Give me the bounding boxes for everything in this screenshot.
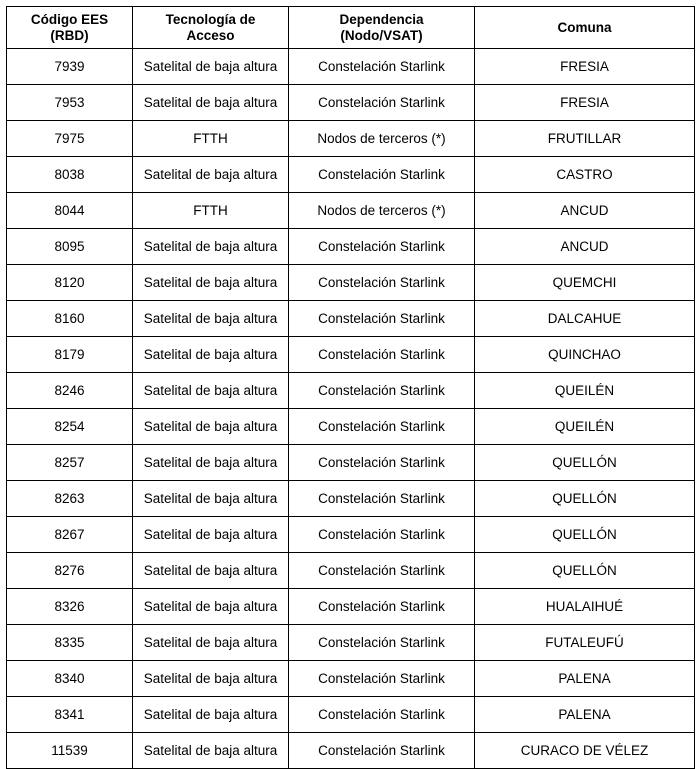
cell-comuna: QUEMCHI: [475, 265, 695, 301]
column-header-rbd: [7, 7, 133, 49]
table-header: [7, 7, 695, 49]
cell-comuna: QUELLÓN: [475, 517, 695, 553]
cell-tecnologia: Satelital de baja altura: [133, 517, 289, 553]
table-row: [7, 157, 695, 193]
establishments-table: [6, 6, 695, 769]
table-header-row: [7, 7, 695, 49]
cell-tecnologia: Satelital de baja altura: [133, 553, 289, 589]
table-row: [7, 409, 695, 445]
cell-comuna: HUALAIHUÉ: [475, 589, 695, 625]
column-header-dependencia-line1: Dependencia: [339, 12, 424, 27]
cell-comuna: CURACO DE VÉLEZ: [475, 733, 695, 769]
cell-comuna: DALCAHUE: [475, 301, 695, 337]
cell-rbd: 8120: [7, 265, 133, 301]
column-header-tecnologia-line1: Tecnología de: [165, 12, 256, 27]
cell-rbd: 7975: [7, 121, 133, 157]
cell-rbd: 11539: [7, 733, 133, 769]
cell-dependencia: Nodos de terceros (*): [289, 121, 475, 157]
table-row: [7, 301, 695, 337]
cell-rbd: 8257: [7, 445, 133, 481]
table-row: [7, 697, 695, 733]
cell-rbd: 7939: [7, 49, 133, 85]
cell-dependencia: Constelación Starlink: [289, 85, 475, 121]
cell-rbd: 8341: [7, 697, 133, 733]
cell-tecnologia: FTTH: [133, 121, 289, 157]
cell-rbd: 8254: [7, 409, 133, 445]
cell-comuna: FRESIA: [475, 49, 695, 85]
cell-dependencia: Constelación Starlink: [289, 589, 475, 625]
cell-comuna: CASTRO: [475, 157, 695, 193]
cell-dependencia: Constelación Starlink: [289, 157, 475, 193]
cell-comuna: FUTALEUFÚ: [475, 625, 695, 661]
cell-rbd: 8038: [7, 157, 133, 193]
table-row: [7, 589, 695, 625]
cell-rbd: 8044: [7, 193, 133, 229]
cell-dependencia: Constelación Starlink: [289, 229, 475, 265]
table-row: [7, 49, 695, 85]
table-row: [7, 445, 695, 481]
table-row: [7, 229, 695, 265]
table-row: [7, 625, 695, 661]
cell-dependencia: Constelación Starlink: [289, 409, 475, 445]
cell-dependencia: Constelación Starlink: [289, 49, 475, 85]
column-header-dependencia: [289, 7, 475, 49]
table-body: [7, 49, 695, 769]
cell-rbd: 8276: [7, 553, 133, 589]
column-header-rbd-line2: (RBD): [50, 27, 89, 43]
cell-dependencia: Constelación Starlink: [289, 373, 475, 409]
cell-tecnologia: Satelital de baja altura: [133, 373, 289, 409]
table-row: [7, 85, 695, 121]
cell-tecnologia: Satelital de baja altura: [133, 409, 289, 445]
cell-tecnologia: Satelital de baja altura: [133, 157, 289, 193]
cell-comuna: QUEILÉN: [475, 409, 695, 445]
cell-tecnologia: Satelital de baja altura: [133, 49, 289, 85]
cell-comuna: FRUTILLAR: [475, 121, 695, 157]
cell-comuna: QUEILÉN: [475, 373, 695, 409]
cell-tecnologia: Satelital de baja altura: [133, 301, 289, 337]
cell-tecnologia: Satelital de baja altura: [133, 337, 289, 373]
cell-tecnologia: FTTH: [133, 193, 289, 229]
cell-tecnologia: Satelital de baja altura: [133, 697, 289, 733]
cell-tecnologia: Satelital de baja altura: [133, 733, 289, 769]
cell-rbd: 8263: [7, 481, 133, 517]
cell-dependencia: Constelación Starlink: [289, 661, 475, 697]
cell-tecnologia: Satelital de baja altura: [133, 85, 289, 121]
cell-rbd: 8160: [7, 301, 133, 337]
cell-tecnologia: Satelital de baja altura: [133, 265, 289, 301]
table-row: [7, 481, 695, 517]
column-header-dependencia-line2: (Nodo/VSAT): [340, 27, 423, 43]
cell-tecnologia: Satelital de baja altura: [133, 445, 289, 481]
cell-rbd: 8179: [7, 337, 133, 373]
cell-tecnologia: Satelital de baja altura: [133, 229, 289, 265]
table-row: [7, 337, 695, 373]
cell-dependencia: Constelación Starlink: [289, 265, 475, 301]
cell-rbd: 8246: [7, 373, 133, 409]
cell-tecnologia: Satelital de baja altura: [133, 661, 289, 697]
cell-comuna: ANCUD: [475, 229, 695, 265]
cell-dependencia: Nodos de terceros (*): [289, 193, 475, 229]
cell-dependencia: Constelación Starlink: [289, 481, 475, 517]
column-header-comuna: Comuna: [475, 7, 695, 49]
cell-tecnologia: Satelital de baja altura: [133, 481, 289, 517]
cell-dependencia: Constelación Starlink: [289, 517, 475, 553]
table-row: [7, 517, 695, 553]
cell-rbd: 8095: [7, 229, 133, 265]
cell-comuna: QUELLÓN: [475, 553, 695, 589]
cell-comuna: FRESIA: [475, 85, 695, 121]
column-header-rbd-line1: Código EES: [30, 12, 109, 27]
cell-comuna: QUELLÓN: [475, 481, 695, 517]
cell-comuna: ANCUD: [475, 193, 695, 229]
column-header-tecnologia: [133, 7, 289, 49]
cell-dependencia: Constelación Starlink: [289, 733, 475, 769]
cell-tecnologia: Satelital de baja altura: [133, 589, 289, 625]
cell-dependencia: Constelación Starlink: [289, 625, 475, 661]
cell-rbd: 8326: [7, 589, 133, 625]
cell-rbd: 7953: [7, 85, 133, 121]
cell-dependencia: Constelación Starlink: [289, 553, 475, 589]
cell-comuna: PALENA: [475, 661, 695, 697]
cell-comuna: QUINCHAO: [475, 337, 695, 373]
table-row: [7, 553, 695, 589]
column-header-tecnologia-line2: Acceso: [186, 27, 235, 43]
cell-tecnologia: Satelital de baja altura: [133, 625, 289, 661]
table-row: [7, 373, 695, 409]
cell-dependencia: Constelación Starlink: [289, 337, 475, 373]
table-row: [7, 265, 695, 301]
cell-rbd: 8340: [7, 661, 133, 697]
table-row: [7, 733, 695, 769]
cell-comuna: QUELLÓN: [475, 445, 695, 481]
cell-dependencia: Constelación Starlink: [289, 301, 475, 337]
cell-rbd: 8267: [7, 517, 133, 553]
table-row: [7, 193, 695, 229]
table-row: [7, 661, 695, 697]
cell-dependencia: Constelación Starlink: [289, 697, 475, 733]
table-row: [7, 121, 695, 157]
cell-dependencia: Constelación Starlink: [289, 445, 475, 481]
cell-comuna: PALENA: [475, 697, 695, 733]
cell-rbd: 8335: [7, 625, 133, 661]
